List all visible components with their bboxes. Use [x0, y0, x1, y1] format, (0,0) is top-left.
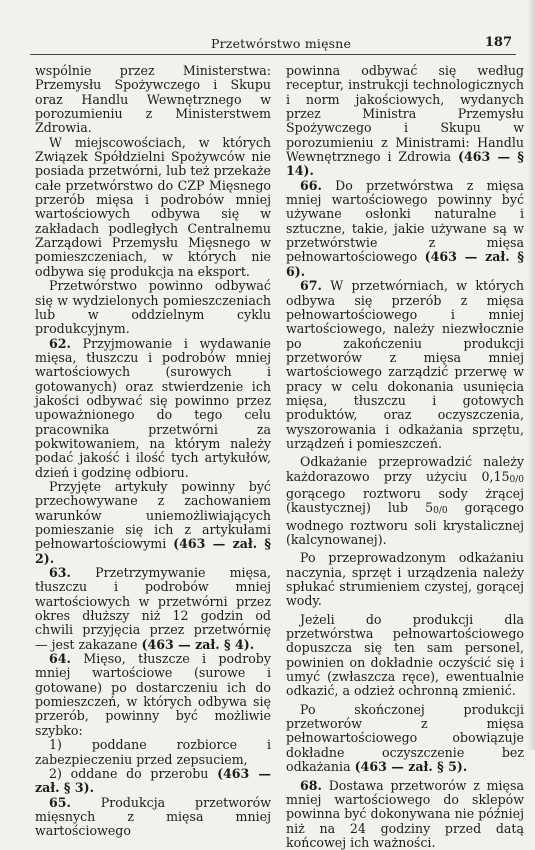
section-63 [35, 566, 271, 652]
right-column [286, 64, 524, 850]
legal-reference: (463 — zał. § 3). [35, 766, 271, 795]
legal-reference: (463 — zał. § 4). [142, 637, 255, 652]
left-column [35, 64, 271, 839]
section-text: W przetwórniach, w których odbywa się przerób z mięsa pełnowartościowego i mniej wartościowego, należy niezwłocznie po zakończeniu produkcji przetworów z mięsa mniej wartościowego zarządzić przerwę w pracy w celu dokonania usunięcia mięsa, tłuszczu i gotowych produktów, oraz oczyszczenia, wyszorowania i odkażania sprzętu, urządzeń i pomieszczeń. [286, 278, 524, 451]
legal-reference: (463 — zał. § 2). [35, 536, 271, 565]
section-number: 68. [300, 778, 322, 793]
section-number: 66. [300, 178, 322, 193]
paragraph-text: Odkażanie przeprowadzić należy każdorazowo przy użyciu 0,15 [286, 454, 524, 483]
running-title: Przetwórstwo mięsne [211, 36, 351, 51]
section-68 [286, 779, 524, 850]
section-64 [35, 652, 271, 738]
list-item [35, 767, 271, 796]
paragraph [286, 455, 524, 547]
paragraph-text: Po skończonej produkcji przetworów z mięsa pełnowartościowego obowiązuje dokładne oczyszczenie bez odkażania [286, 702, 524, 774]
section-text: Przetrzymywanie mięsa, tłuszczu i podrobów mniej wartościowych w przetwórni przez okres dłuższy niż 12 godzin od chwili przyjęcia przez przetwórnię — jest zakazane [35, 565, 271, 652]
running-header [30, 36, 516, 55]
paragraph [286, 64, 524, 179]
paragraph [35, 480, 271, 566]
paragraph: Jeżeli do produkcji dla przetwórstwa pełnowartościowego dopuszcza się ten sam personel, powinien on dokładnie oczyścić się i umyć (zwłaszcza ręce), ewentualnie odkazić, a odzież ochronną zmienić. [286, 613, 524, 699]
legal-reference: (463 — zał. § 5). [355, 759, 468, 774]
section-number: 67. [300, 278, 322, 293]
paragraph: wspólnie przez Ministerstwa: Przemysłu Spożywczego i Skupu oraz Handlu Wewnętrznego w porozumieniu z Ministerstwem Zdrowia. [35, 64, 271, 136]
section-text: Produkcja przetworów mięsnych z mięsa mniej wartościowego [35, 795, 271, 839]
section-text: Mięso, tłuszcze i podroby mniej wartościowe (surowe i gotowane) po dostarczeniu ich do pomieszczeń, w których odbywa się przerób, powinny być możliwie szybko: [35, 651, 271, 738]
paragraph: Po przeprowadzonym odkażaniu naczynia, sprzęt i urządzenia należy spłukać strumieniem czystej, gorącej wody. [286, 551, 524, 608]
paragraph [286, 703, 524, 775]
paragraph-text: gorącego wodnego roztworu soli krystalicznej (kalcynowanej). [286, 500, 524, 547]
percent-sign: 0/0 [510, 475, 524, 485]
list-item: 1) poddane rozbiorce i zabezpieczeniu przed zepsuciem, [35, 738, 271, 767]
section-62 [35, 337, 271, 480]
page-edge-shadow [527, 0, 535, 750]
section-65 [35, 796, 271, 839]
section-number: 64. [49, 651, 71, 666]
legal-reference: (463 — § 14). [286, 149, 524, 178]
paragraph-text: powinna odbywać się według receptur, instrukcji technologicznych i norm jakościowych, wydanych przez Ministra Przemysłu Spożywczego i Skupu w porozumieniu z Ministrami: Handlu Wewnętrznego i Zdrowia [286, 63, 524, 164]
section-text: Przyjmowanie i wydawanie mięsa, tłuszczu i podrobów mniej wartościowych (surowych i gotowanych) oraz stwierdzenie ich jakości odbywać się powinno przez upoważnionego do tego celu pracownika przetwórni za pokwitowaniem, na którym należy podać jakość i ilość tych artykułów, dzień i godzinę odbioru. [35, 336, 271, 480]
legal-reference: (463 — zał. § 6). [286, 249, 524, 278]
section-66 [286, 179, 524, 279]
section-text: Do przetwórstwa z mięsa mniej wartościowego powinny być używane osłonki naturalne i sztuczne, takie, jakie używane są w przetwórstwie z mięsa pełnowartościowego [286, 178, 524, 265]
section-67 [286, 279, 524, 451]
section-number: 65. [49, 795, 71, 810]
paragraph: Przetwórstwo powinno odbywać się w wydzielonych pomieszczeniach lub w oddzielnym cyklu produkcyjnym. [35, 279, 271, 336]
paragraph: W miejscowościach, w których Związek Spółdzielni Spożywców nie posiada przetwórni, lub też przekaże całe przetwórstwo do CZP Mięsnego przerób mięsa i podrobów mniej wartościowych odbywa się w zakładach podległych Centralnemu Zarządowi Przemysłu Mięsnego w pomieszczeniach, w których nie odbywa się produkcja na eksport. [35, 136, 271, 279]
section-text: Dostawa przetworów z mięsa mniej wartościowego do sklepów powinna być dokonywana nie później niż na 24 godziny przed datą końcowej ich ważności. [286, 778, 524, 850]
section-number: 62. [49, 336, 71, 351]
percent-sign: 0/0 [433, 506, 447, 516]
paragraph-text: Przyjęte artykuły powinny być przechowywane z zachowaniem warunków uniemożliwiających pomieszanie się ich z artykułami pełnowartościowymi [35, 479, 271, 551]
page-number: 187 [485, 35, 512, 50]
section-number: 63. [49, 565, 71, 580]
paragraph-text: gorącego roztworu sody żrącej (kaustycznej) lub 5 [286, 486, 524, 515]
list-item-text: 2) oddane do przerobu [49, 766, 208, 781]
